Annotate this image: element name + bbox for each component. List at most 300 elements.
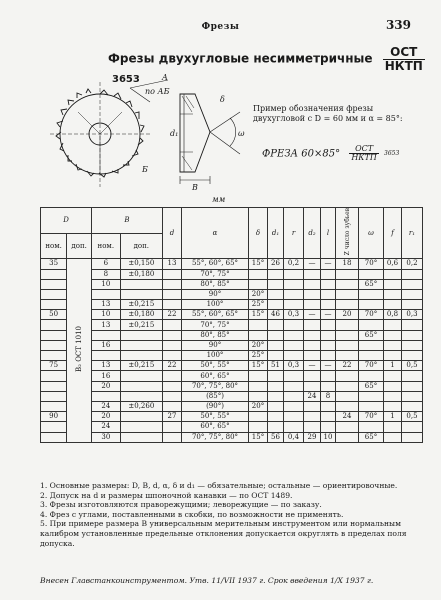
label-a: A [162, 73, 168, 82]
cell-z: 18 [336, 259, 359, 269]
cell-d1 [268, 269, 284, 279]
cell-d: 35 [41, 259, 67, 269]
label-b: Б [142, 165, 148, 174]
cell-b: 20 [92, 412, 121, 422]
cell-z [336, 340, 359, 350]
cell-l [321, 340, 336, 350]
cell-l [321, 422, 336, 432]
cell-omega [359, 289, 384, 299]
standard-fraction [383, 46, 425, 72]
cell-d [41, 391, 67, 401]
cell-d2 [304, 340, 321, 350]
cell-l: 8 [321, 391, 336, 401]
cell-d1 [268, 289, 284, 299]
cell-delta: 25° [249, 351, 268, 361]
designation-code-block [262, 145, 399, 163]
cell-r1 [402, 320, 423, 330]
cell-r1 [402, 279, 423, 289]
header-d2: d₂ [304, 208, 321, 259]
table-row [41, 279, 423, 289]
cell-vertical-label: B₂ ОСТ 1010 [67, 259, 92, 442]
cell-d [163, 320, 182, 330]
cell-r1: 0,5 [402, 412, 423, 422]
cell-omega: 65° [359, 330, 384, 340]
units-label: мм [212, 195, 226, 204]
cell-alpha: (90°) [182, 401, 249, 411]
cell-bdop [120, 412, 162, 422]
table-row [41, 432, 423, 442]
cell-f: 0,8 [384, 310, 402, 320]
cell-d [163, 401, 182, 411]
cell-d1 [268, 300, 284, 310]
cell-omega [359, 320, 384, 330]
cell-b: 16 [92, 371, 121, 381]
header-r1: r₁ [402, 208, 423, 259]
cell-d [163, 279, 182, 289]
cell-l [321, 371, 336, 381]
cell-d2: 24 [304, 391, 321, 401]
cell-r [284, 269, 304, 279]
label-d1: d₁ [170, 129, 179, 138]
cell-d1 [268, 371, 284, 381]
cell-f: 1 [384, 412, 402, 422]
dimensions-table [40, 207, 423, 443]
cell-delta: 15° [249, 361, 268, 371]
cell-omega: 65° [359, 381, 384, 391]
header-d1: d₁ [268, 208, 284, 259]
cell-alpha: 60°, 65° [182, 371, 249, 381]
cell-delta [249, 422, 268, 432]
table-row [41, 391, 423, 401]
cell-z: 22 [336, 361, 359, 371]
cell-r1 [402, 300, 423, 310]
cell-d [41, 330, 67, 340]
cell-omega [359, 371, 384, 381]
cell-l [321, 279, 336, 289]
cell-b [92, 391, 121, 401]
table-row [41, 412, 423, 422]
cell-delta [249, 391, 268, 401]
cell-f [384, 330, 402, 340]
cell-r [284, 279, 304, 289]
cell-d [163, 381, 182, 391]
header-d-dop: доп. [67, 233, 92, 259]
cell-r [284, 401, 304, 411]
footer-note: Внесен Главстанкоинструментом. Утв. 11/VII 1937 г. Срок введения 1/X 1937 г. [40, 576, 374, 585]
cell-bdop: ±0,215 [120, 320, 162, 330]
cell-delta [249, 320, 268, 330]
cell-omega: 70° [359, 310, 384, 320]
cell-r [284, 371, 304, 381]
table-row [41, 351, 423, 361]
cell-f [384, 279, 402, 289]
cell-d2 [304, 381, 321, 391]
page-number: 339 [385, 18, 411, 32]
cell-bdop: ±0,180 [120, 310, 162, 320]
cell-d1 [268, 391, 284, 401]
cell-l [321, 289, 336, 299]
cell-z [336, 381, 359, 391]
cell-r1 [402, 401, 423, 411]
cell-d [41, 381, 67, 391]
note-item: 4. Фрез с углами, поставленными в скобки, по возможности не применять. [40, 509, 344, 519]
cell-r: 0,2 [284, 259, 304, 269]
cell-d [163, 371, 182, 381]
cell-delta: 15° [249, 310, 268, 320]
cell-r: 0,3 [284, 310, 304, 320]
cell-z [336, 351, 359, 361]
cell-d: 90 [41, 412, 67, 422]
cell-r1 [402, 289, 423, 299]
cell-d2 [304, 269, 321, 279]
cell-l: — [321, 259, 336, 269]
header-d-nom: ном. [41, 233, 67, 259]
header-b-nom: ном. [92, 233, 121, 259]
cell-r [284, 422, 304, 432]
table-row [41, 422, 423, 432]
cell-b [92, 289, 121, 299]
cell-bdop: ±0,260 [120, 401, 162, 411]
table-row [41, 289, 423, 299]
cell-d: 50 [41, 310, 67, 320]
cell-d: 27 [163, 412, 182, 422]
cell-b: 24 [92, 422, 121, 432]
cell-d [163, 422, 182, 432]
header-alpha: α [182, 208, 249, 259]
cell-d1 [268, 330, 284, 340]
cell-alpha: 90° [182, 340, 249, 350]
designation-example: Пример обозначения фрезы двухугловой с D = 60 мм и α = 85°: [253, 104, 403, 123]
standard-number: 3653 [112, 74, 140, 86]
table-row [41, 300, 423, 310]
cell-d2 [304, 371, 321, 381]
cell-d [163, 269, 182, 279]
cell-bdop [120, 422, 162, 432]
cell-b: 24 [92, 401, 121, 411]
cell-d1: 51 [268, 361, 284, 371]
standard-den: НКТП [384, 58, 423, 73]
cell-alpha: 70°, 75° [182, 320, 249, 330]
cell-alpha: 55°, 60°, 65° [182, 259, 249, 269]
cell-d: 22 [163, 361, 182, 371]
cell-b [92, 330, 121, 340]
cell-z [336, 401, 359, 411]
header-omega: ω [359, 208, 384, 259]
cell-bdop: ±0,215 [120, 361, 162, 371]
cell-d1 [268, 422, 284, 432]
label-delta: δ [220, 95, 225, 104]
cell-r: 0,4 [284, 432, 304, 442]
header-bore: d [163, 208, 182, 259]
cell-d [41, 320, 67, 330]
cell-l [321, 330, 336, 340]
page-title: Фрезы двухугловые несимметричные [108, 51, 373, 66]
cell-r [284, 300, 304, 310]
cell-d1 [268, 340, 284, 350]
cell-d1 [268, 381, 284, 391]
cell-delta [249, 330, 268, 340]
table-row [41, 259, 423, 269]
designation-standard-fraction [349, 145, 378, 163]
cell-omega [359, 422, 384, 432]
cell-r [284, 351, 304, 361]
cell-d [41, 340, 67, 350]
header-d-group: D [41, 208, 92, 234]
cell-r1 [402, 432, 423, 442]
cell-alpha: 100° [182, 300, 249, 310]
cell-d2: 29 [304, 432, 321, 442]
cell-d [41, 300, 67, 310]
cell-r1: 0,2 [402, 259, 423, 269]
table-row [41, 310, 423, 320]
cell-f: 1 [384, 361, 402, 371]
cell-l: — [321, 310, 336, 320]
cell-delta: 20° [249, 340, 268, 350]
cell-d: 75 [41, 361, 67, 371]
label-width-b: B [192, 183, 198, 192]
cell-omega: 65° [359, 432, 384, 442]
cell-d2 [304, 289, 321, 299]
notes [40, 481, 415, 548]
cell-alpha: (85°) [182, 391, 249, 401]
cell-d [41, 269, 67, 279]
cell-omega: 70° [359, 412, 384, 422]
cell-alpha: 80°, 85° [182, 279, 249, 289]
cell-z [336, 300, 359, 310]
cell-bdop [120, 391, 162, 401]
header-l: l [321, 208, 336, 259]
cell-d2: — [304, 310, 321, 320]
cell-r [284, 330, 304, 340]
cell-l [321, 351, 336, 361]
header-r: r [284, 208, 304, 259]
designation-code: ФРЕЗА 60×85° [262, 148, 341, 160]
running-head: Фрезы [201, 22, 240, 32]
note-item: 5. При примере размера B универсальным мерительным инструментом или нормальным калибром установленные предельные отклонения допускается округлять в пределах поля допуска. [40, 519, 407, 548]
cell-alpha: 55°, 60°, 65° [182, 310, 249, 320]
cell-l: 10 [321, 432, 336, 442]
cell-delta: 15° [249, 432, 268, 442]
cell-b: 20 [92, 381, 121, 391]
cell-b: 13 [92, 300, 121, 310]
cell-r1 [402, 330, 423, 340]
cell-delta [249, 381, 268, 391]
table-body [41, 259, 423, 442]
cell-r [284, 381, 304, 391]
cell-d2 [304, 412, 321, 422]
cell-r1 [402, 371, 423, 381]
cell-alpha: 100° [182, 351, 249, 361]
cell-z [336, 279, 359, 289]
cell-delta: 15° [249, 259, 268, 269]
cell-bdop [120, 279, 162, 289]
cell-alpha: 80°, 85° [182, 330, 249, 340]
cutter-section [180, 94, 210, 172]
note-item: 1. Основные размеры: D, B, d, α, δ и d₁ — обязательные; остальные — ориентировочные. [40, 481, 398, 490]
cell-f [384, 300, 402, 310]
header-delta: δ [249, 208, 268, 259]
cell-z [336, 422, 359, 432]
cell-delta [249, 269, 268, 279]
cell-f [384, 381, 402, 391]
cell-b: 10 [92, 279, 121, 289]
cell-z [336, 391, 359, 401]
cell-d [41, 279, 67, 289]
cell-f [384, 351, 402, 361]
cell-bdop [120, 371, 162, 381]
cell-z [336, 371, 359, 381]
cell-d: 22 [163, 310, 182, 320]
table-row [41, 320, 423, 330]
cell-l [321, 269, 336, 279]
cell-z [336, 432, 359, 442]
cell-omega [359, 391, 384, 401]
cell-f [384, 320, 402, 330]
cell-l [321, 401, 336, 411]
cell-d [41, 351, 67, 361]
cell-r1 [402, 422, 423, 432]
cell-omega [359, 269, 384, 279]
cell-d1: 56 [268, 432, 284, 442]
cell-d [41, 432, 67, 442]
cell-l [321, 300, 336, 310]
cell-d [41, 371, 67, 381]
cell-omega [359, 340, 384, 350]
table-row [41, 381, 423, 391]
cell-b: 6 [92, 259, 121, 269]
cell-r: 0,3 [284, 361, 304, 371]
cell-delta [249, 279, 268, 289]
cell-d [41, 289, 67, 299]
cell-d [163, 432, 182, 442]
cell-f [384, 269, 402, 279]
cell-r [284, 320, 304, 330]
cell-f [384, 401, 402, 411]
label-omega: ω [238, 129, 245, 138]
header-f: f [384, 208, 402, 259]
cell-l [321, 320, 336, 330]
cell-omega: 70° [359, 361, 384, 371]
cell-omega [359, 351, 384, 361]
cell-omega [359, 300, 384, 310]
cell-d1 [268, 412, 284, 422]
cell-d2 [304, 351, 321, 361]
designation-std-den: НКТП [351, 153, 377, 163]
cell-omega: 70° [359, 259, 384, 269]
cell-f [384, 391, 402, 401]
cell-d [41, 401, 67, 411]
cell-d [163, 351, 182, 361]
note-item: 3. Фрезы изготовляются праворежущими; леворежущие — по заказу. [40, 500, 322, 510]
cell-r1 [402, 269, 423, 279]
cell-f [384, 432, 402, 442]
cell-d2: — [304, 259, 321, 269]
cell-alpha: 60°, 65° [182, 422, 249, 432]
cell-d1 [268, 320, 284, 330]
cell-r1: 0,5 [402, 361, 423, 371]
cell-bdop [120, 330, 162, 340]
cell-delta [249, 371, 268, 381]
table-row [41, 371, 423, 381]
cell-f [384, 371, 402, 381]
header-b-dop: доп. [120, 233, 162, 259]
designation-std-number: 3653 [384, 150, 400, 158]
cell-d2 [304, 401, 321, 411]
cell-d1: 26 [268, 259, 284, 269]
cell-bdop [120, 351, 162, 361]
cell-d [163, 300, 182, 310]
cell-z: 20 [336, 310, 359, 320]
cell-d2 [304, 330, 321, 340]
table-row [41, 330, 423, 340]
designation-std-num: ОСТ [349, 145, 378, 154]
cell-r [284, 289, 304, 299]
cell-b: 8 [92, 269, 121, 279]
cell-bdop [120, 340, 162, 350]
cell-l: — [321, 361, 336, 371]
cell-d2: — [304, 361, 321, 371]
cell-r1 [402, 351, 423, 361]
table-row [41, 340, 423, 350]
cell-bdop: ±0,150 [120, 259, 162, 269]
cell-f [384, 340, 402, 350]
table-row [41, 401, 423, 411]
cell-z [336, 289, 359, 299]
cell-delta: 20° [249, 289, 268, 299]
cell-r1: 0,3 [402, 310, 423, 320]
cell-b: 10 [92, 310, 121, 320]
cell-bdop: ±0,180 [120, 269, 162, 279]
cell-d [163, 330, 182, 340]
header-teeth: Z число зубьев [336, 208, 359, 259]
cell-d1 [268, 279, 284, 289]
cutter-drawing [50, 72, 255, 192]
cell-alpha: 70°, 75°, 80° [182, 432, 249, 442]
cell-r [284, 412, 304, 422]
cell-delta [249, 412, 268, 422]
header-b-group: B [92, 208, 163, 234]
cell-alpha: 50°, 55° [182, 412, 249, 422]
cell-d2 [304, 300, 321, 310]
cell-z [336, 320, 359, 330]
cell-bdop [120, 432, 162, 442]
cell-d2 [304, 422, 321, 432]
cell-d1 [268, 401, 284, 411]
table-row [41, 269, 423, 279]
cell-delta: 20° [249, 401, 268, 411]
cell-d1: 46 [268, 310, 284, 320]
cell-omega [359, 401, 384, 411]
label-po-ab: по АБ [145, 87, 170, 96]
cell-alpha: 70°, 75°, 80° [182, 381, 249, 391]
cell-alpha: 70°, 75° [182, 269, 249, 279]
cell-bdop [120, 381, 162, 391]
cell-r1 [402, 340, 423, 350]
cell-b [92, 351, 121, 361]
cell-l [321, 412, 336, 422]
cell-r [284, 391, 304, 401]
cell-delta: 25° [249, 300, 268, 310]
cell-r1 [402, 381, 423, 391]
cell-d: 13 [163, 259, 182, 269]
cell-d2 [304, 320, 321, 330]
cell-d2 [304, 279, 321, 289]
cell-z [336, 330, 359, 340]
cell-r [284, 340, 304, 350]
cell-z: 24 [336, 412, 359, 422]
cell-d [163, 391, 182, 401]
cell-b: 13 [92, 361, 121, 371]
